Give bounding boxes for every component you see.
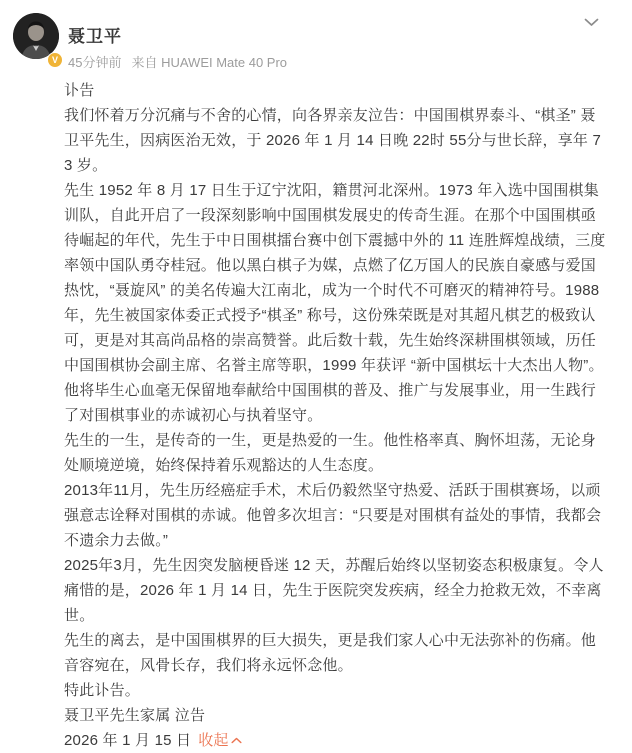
post-paragraph: 先生的离去，是中国围棋界的巨大损失，更是我们家人心中无法弥补的伤痛。他音容宛在，风骨长存，我们将永远怀念他。 — [64, 632, 597, 674]
timestamp: 45分钟前 — [68, 55, 122, 70]
collapse-link[interactable] — [198, 728, 241, 753]
post-meta — [68, 52, 606, 71]
post-paragraph: 聂卫平先生家属 泣告 — [64, 707, 206, 724]
post-header — [13, 13, 606, 71]
post-paragraph: 先生 1952 年 8 月 17 日生于辽宁沈阳，籍贯河北深州。1973 年入选中国围棋集训队，自此开启了一段深刻影响中国围棋发展史的传奇生涯。在那个中国围棋亟待崛起的年代，先生于中日围棋擂台赛中创下震撼中外的 11 连胜辉煌战绩，三度率领中国队勇夺桂冠。他以黑白棋子为媒，点燃了亿万国人的民族自豪感与爱国热忱，“聂旋风” 的美名传遍大江南北，成为一个时代不可磨灭的精神符号。1988 年，先生被国家体委正式授予“棋圣” 称号，这份殊荣既是对其超凡棋艺的极致认可，更是对其高尚品格的崇高赞誉。此后数十载，先生始终深耕围棋领域，历任中国围棋协会副主席、名誉主席等职，1999 年获评 “新中国棋坛十大杰出人物”。他将毕生心血毫无保留地奉献给中国围棋的普及、推广与发展事业，用一生践行了对围棋事业的赤诚初心与执着坚守。 — [64, 182, 606, 424]
post-date: 2026 年 1 月 15 日 — [64, 732, 192, 749]
chevron-up-icon — [231, 737, 242, 744]
post-footer-line — [64, 728, 606, 753]
post-body — [64, 78, 606, 753]
post-paragraph: 我们怀着万分沉痛与不舍的心情，向各界亲友泣告：中国围棋界泰斗、“棋圣” 聂卫平先生，因病医治无效，于 2026 年 1 月 14 日晚 22时 55分与世长辞，享年 73 岁。 — [64, 107, 602, 174]
source-device: 来自 HUAWEI Mate 40 Pro — [131, 55, 288, 70]
chevron-down-icon[interactable] — [580, 13, 602, 31]
header-text — [68, 13, 606, 71]
post-paragraph: 讣告 — [64, 82, 95, 99]
post-paragraph: 特此讣告。 — [64, 682, 141, 699]
post-paragraph: 2013年11月，先生历经癌症手术，术后仍毅然坚守热爱、活跃于围棋赛场，以顽强意志诠释对围棋的赤诚。他曾多次坦言：“只要是对围棋有益处的事情，我都会不遗余力去做。” — [64, 482, 602, 549]
post-paragraph: 先生的一生，是传奇的一生，更是热爱的一生。他性格率真、胸怀坦荡，无论身处顺境逆境，始终保持着乐观豁达的人生态度。 — [64, 432, 597, 474]
post-paragraph: 2025年3月，先生因突发脑梗昏迷 12 天，苏醒后始终以坚韧姿态积极康复。令人痛惜的是，2026 年 1 月 14 日，先生于医院突发疾病，经全力抢救无效，不幸离世。 — [64, 557, 604, 624]
verified-badge-icon: V — [47, 52, 63, 68]
avatar[interactable] — [13, 13, 59, 65]
collapse-label: 收起 — [198, 732, 229, 749]
author-name[interactable]: 聂卫平 — [68, 27, 122, 46]
